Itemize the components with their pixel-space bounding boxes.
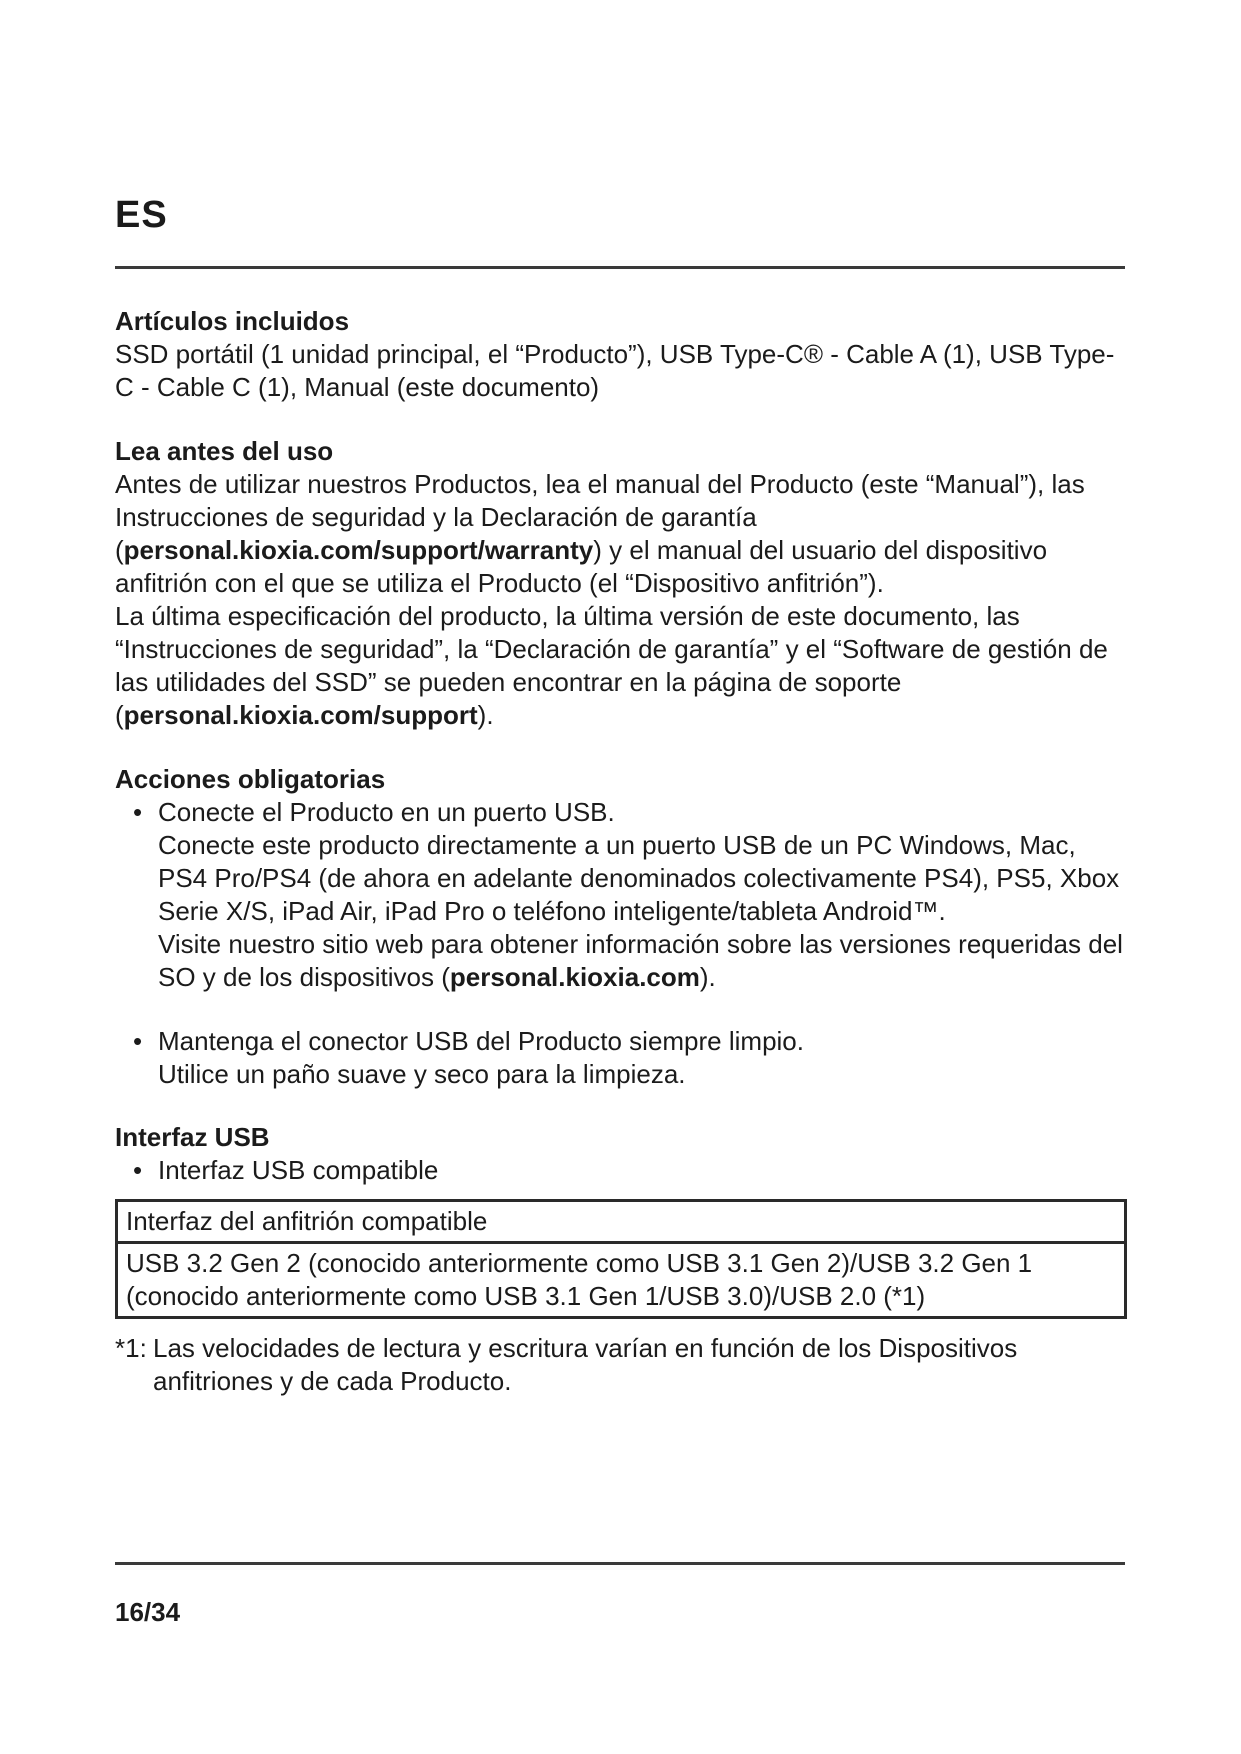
text-run: ). xyxy=(477,700,494,730)
section-title: Lea antes del uso xyxy=(115,436,334,466)
list-item xyxy=(115,1154,1125,1187)
included-text: SSD portátil (1 unidad principal, el “Producto”), USB Type-C® - Cable A (1), USB Type-C - Cable C (1), Manual (este documento) xyxy=(115,339,1115,402)
bullet-text xyxy=(158,928,1125,994)
bullet-head: Mantenga el conector USB del Producto siempre limpio. xyxy=(158,1026,804,1056)
footnote-text: Las velocidades de lectura y escritura varían en función de los Dispositivos anfitriones y de cada Producto. xyxy=(153,1333,1018,1396)
support-link[interactable]: personal.kioxia.com/support xyxy=(123,700,478,730)
warranty-link[interactable]: personal.kioxia.com/support/warranty xyxy=(123,535,594,565)
bullet-icon: • xyxy=(133,1026,143,1056)
section-title: Interfaz USB xyxy=(115,1122,270,1152)
section-included xyxy=(115,305,1125,404)
host-interface-table xyxy=(115,1199,1127,1319)
table-header-cell: Interfaz del anfitrión compatible xyxy=(117,1201,1126,1243)
footer-divider xyxy=(115,1562,1125,1565)
section-mandatory xyxy=(115,763,1125,1091)
bullet-head: Conecte el Producto en un puerto USB. xyxy=(158,797,615,827)
language-code: ES xyxy=(115,194,168,236)
bullet-icon: • xyxy=(133,797,143,827)
bullet-head: Interfaz USB compatible xyxy=(158,1155,439,1185)
bullet-icon: • xyxy=(133,1155,143,1185)
bullet-text: Utilice un paño suave y seco para la limpieza. xyxy=(158,1059,686,1089)
header-divider xyxy=(115,266,1125,269)
footnote xyxy=(115,1332,1125,1398)
footnote-mark: *1: xyxy=(115,1333,147,1363)
page-number: 16/34 xyxy=(115,1597,181,1627)
text-run: La última especificación del producto, la última versión de este documento, las “Instrucciones de seguridad”, la “Declaración de garantía” y el “Software de gestión de las utilidades del SSD” se pueden encontrar en la página de soporte ( xyxy=(115,601,1108,730)
table-row xyxy=(117,1201,1126,1243)
text-run: Antes de utilizar nuestros Productos, lea el manual del Producto (este “Manual”), las Instrucciones de seguridad y la Declaración de garantía ( xyxy=(115,469,1085,565)
bullet-text: Conecte este producto directamente a un puerto USB de un PC Windows, Mac, PS4 Pro/PS4 (de ahora en adelante denominados colectivamente PS4), PS5, Xbox Serie X/S, iPad Air, iPad Pro o teléfono inteligente/tableta Android™. xyxy=(158,830,1120,926)
kioxia-link[interactable]: personal.kioxia.com xyxy=(449,962,700,992)
text-run: ). xyxy=(699,962,716,992)
section-title: Artículos incluidos xyxy=(115,306,350,336)
table-row xyxy=(117,1243,1126,1318)
page-content xyxy=(115,305,1125,1429)
read-before-paragraph-1 xyxy=(115,468,1125,600)
section-usb xyxy=(115,1121,1125,1398)
text-run: ) y el manual del usuario del dispositivo anfitrión con el que se utiliza el Producto (el “Dispositivo anfitrión”). xyxy=(115,535,1048,598)
table-cell: USB 3.2 Gen 2 (conocido anteriormente como USB 3.1 Gen 2)/USB 3.2 Gen 1 (conocido anteriormente como USB 3.1 Gen 1/USB 3.0)/USB 2.0 (*1) xyxy=(117,1243,1126,1318)
section-title: Acciones obligatorias xyxy=(115,764,386,794)
read-before-paragraph-2 xyxy=(115,600,1125,732)
list-item xyxy=(115,796,1125,994)
list-item xyxy=(115,1025,1125,1091)
section-read-before xyxy=(115,435,1125,732)
text-run: Visite nuestro sitio web para obtener información sobre las versiones requeridas del SO y de los dispositivos ( xyxy=(158,929,1123,992)
